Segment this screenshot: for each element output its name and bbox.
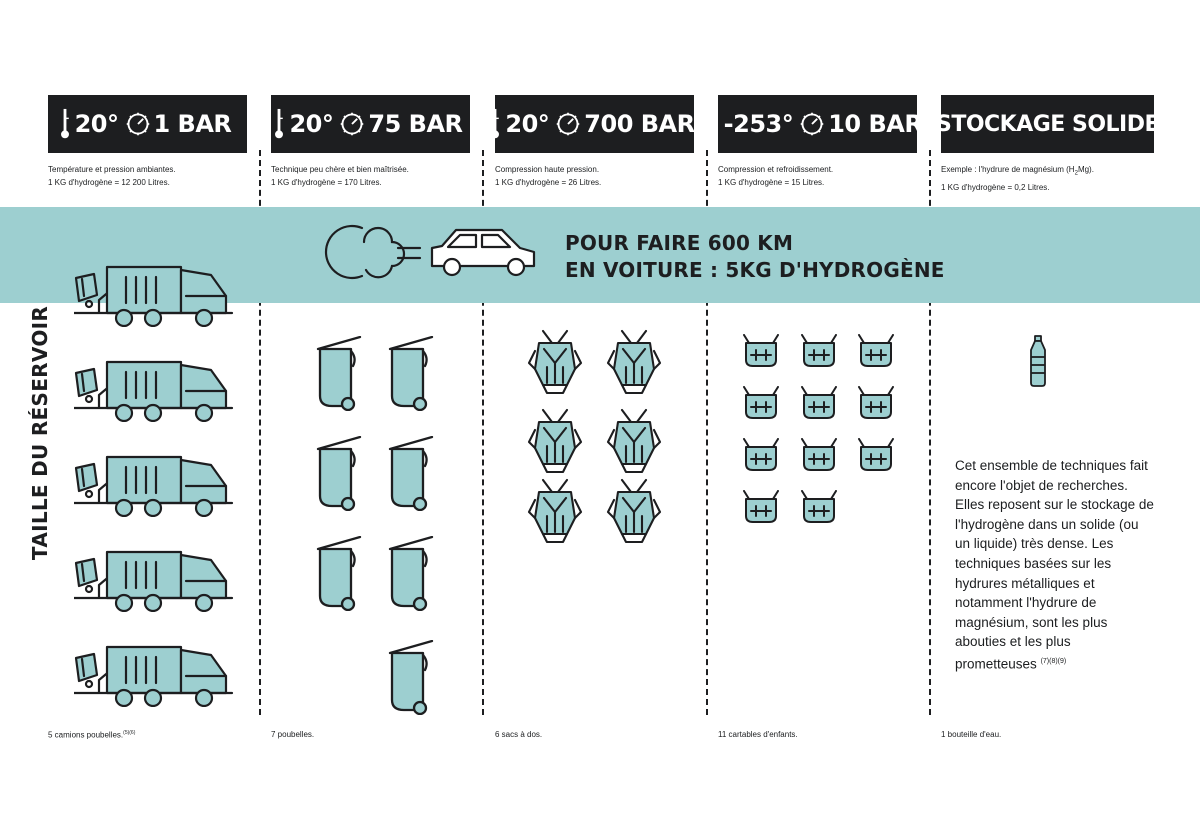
column-footer xyxy=(48,730,135,740)
footer-text: 6 sacs à dos. xyxy=(495,730,543,739)
garbage-truck-icon xyxy=(74,550,234,612)
pressure-gauge-icon xyxy=(555,111,581,137)
garbage-truck-icon xyxy=(74,265,234,327)
thermometer-icon xyxy=(58,108,72,140)
description-line: Température et pression ambiantes. xyxy=(48,165,176,174)
pressure-value: 75 BAR xyxy=(368,110,463,138)
description-line: 1 KG d'hydrogène = 0,2 Litres. xyxy=(941,182,1050,192)
satchel-icon xyxy=(799,490,839,526)
footer-text: 1 bouteille d'eau. xyxy=(941,730,1002,739)
water-bottle-icon xyxy=(1028,335,1048,387)
backpack-icon xyxy=(525,478,585,544)
footer-text: 5 camions poubelles. xyxy=(48,730,124,740)
footer-reference: (5)(6) xyxy=(123,730,136,736)
satchel-icon xyxy=(741,386,781,422)
trash-bin-icon xyxy=(387,640,437,715)
temperature-value: -253° xyxy=(723,110,794,138)
pressure-value: 1 BAR xyxy=(153,110,232,138)
trash-bin-icon xyxy=(387,436,437,511)
satchel-icon xyxy=(856,334,896,370)
column-description xyxy=(718,163,928,189)
banner-line: EN VOITURE : 5KG D'HYDROGÈNE xyxy=(565,258,945,282)
banner-line: POUR FAIRE 600 KM xyxy=(565,231,794,255)
trash-bin-icon xyxy=(315,436,365,511)
satchel-icon xyxy=(741,490,781,526)
description-line: 1 KG d'hydrogène = 170 Litres. xyxy=(271,178,382,187)
backpack-icon xyxy=(525,408,585,474)
description-line: Technique peu chère et bien maîtrisée. xyxy=(271,165,409,174)
garbage-truck-icon xyxy=(74,360,234,422)
description-text: Mg). xyxy=(1077,165,1094,174)
trash-bin-icon xyxy=(387,336,437,411)
backpack-icon xyxy=(525,329,585,395)
paragraph-text: Cet ensemble de techniques fait encore l'objet de recherches. Elles reposent sur le stockage de l'hydrogène dans un solide (ou un liquide) très dense. Les techniques basées sur les hydrures métalliques et notamment l'hydrure de magnésium, sont les plus abouties et les plus prometteuses xyxy=(955,458,1154,672)
column-footer xyxy=(718,730,798,739)
column-footer xyxy=(495,730,542,739)
subscript: 2 xyxy=(1074,170,1078,177)
backpack-icon xyxy=(604,478,664,544)
description-line: 1 KG d'hydrogène = 12 200 Litres. xyxy=(48,178,170,187)
temperature-value: 20° xyxy=(74,110,119,138)
trash-bin-icon xyxy=(315,336,365,411)
thermometer-icon xyxy=(488,108,502,140)
satchel-icon xyxy=(741,334,781,370)
pressure-value: 10 BAR xyxy=(828,110,923,138)
column-description xyxy=(941,163,1151,194)
temperature-value: 20° xyxy=(289,110,334,138)
backpack-icon xyxy=(604,408,664,474)
column-footer xyxy=(941,730,1001,739)
garbage-truck-icon xyxy=(74,455,234,517)
solid-storage-paragraph xyxy=(955,456,1155,674)
header-cryogenic xyxy=(718,95,923,153)
description-line xyxy=(941,163,1151,181)
description-line: Compression haute pression. xyxy=(495,165,600,174)
header-solid-storage xyxy=(935,95,1160,153)
column-description xyxy=(48,163,258,189)
pressure-value: 700 BAR xyxy=(584,110,695,138)
trash-bin-icon xyxy=(387,536,437,611)
column-description xyxy=(271,163,481,189)
satchel-icon xyxy=(799,334,839,370)
description-line: 1 KG d'hydrogène = 26 Litres. xyxy=(495,178,602,187)
description-line: Compression et refroidissement. xyxy=(718,165,834,174)
paragraph-reference: (7)(8)(9) xyxy=(1040,657,1067,665)
solid-storage-title: STOCKAGE SOLIDE xyxy=(935,111,1160,137)
satchel-icon xyxy=(799,438,839,474)
banner-text xyxy=(565,230,945,284)
gas-cloud-icon xyxy=(322,220,422,284)
car-icon xyxy=(424,222,539,280)
side-label: TAILLE DU RÉSERVOIR xyxy=(28,305,52,561)
header-700bar xyxy=(495,95,694,153)
footer-text: 7 poubelles. xyxy=(271,730,315,739)
header-75bar xyxy=(271,95,470,153)
satchel-icon xyxy=(741,438,781,474)
pressure-gauge-icon xyxy=(125,111,151,137)
column-description xyxy=(495,163,705,189)
satchel-icon xyxy=(856,386,896,422)
temperature-value: 20° xyxy=(505,110,550,138)
footer-text: 11 cartables d'enfants. xyxy=(718,730,798,739)
thermometer-icon xyxy=(272,108,286,140)
satchel-icon xyxy=(799,386,839,422)
description-text: Exemple : l'hydrure de magnésium (H xyxy=(941,165,1075,174)
thermometer-icon xyxy=(707,108,721,140)
pressure-gauge-icon xyxy=(339,111,365,137)
garbage-truck-icon xyxy=(74,645,234,707)
trash-bin-icon xyxy=(315,536,365,611)
column-footer xyxy=(271,730,314,739)
satchel-icon xyxy=(856,438,896,474)
header-ambient xyxy=(48,95,247,153)
pressure-gauge-icon xyxy=(799,111,825,137)
description-line: 1 KG d'hydrogène = 15 Litres. xyxy=(718,178,825,187)
backpack-icon xyxy=(604,329,664,395)
